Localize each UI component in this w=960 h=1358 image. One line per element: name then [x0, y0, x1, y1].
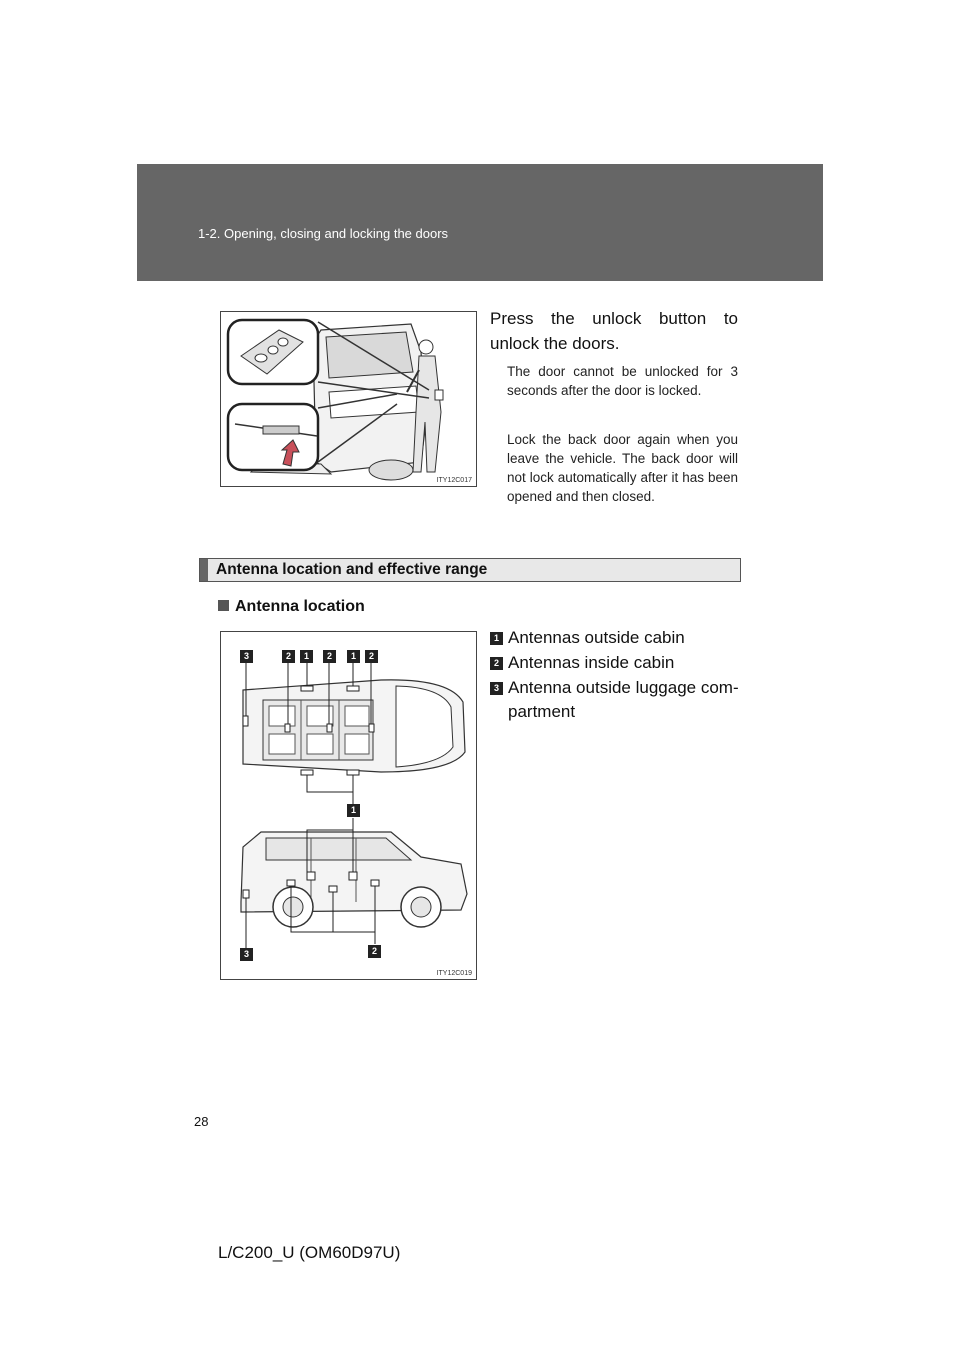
legend-badge-2: 2: [490, 657, 503, 670]
legend-badge-1: 1: [490, 632, 503, 645]
callout-3-top: 3: [240, 650, 253, 663]
figure-code: ITY12C019: [436, 970, 472, 977]
callout-2-top-c: 2: [365, 650, 378, 663]
callout-1-top-a: 1: [300, 650, 313, 663]
callout-2-top-b: 2: [323, 650, 336, 663]
subheading: Antenna location and effective range: [216, 561, 488, 578]
subsubheading-text: Antenna location: [235, 598, 365, 615]
header-band: [137, 164, 823, 281]
figure-unlock-back-door: [220, 311, 477, 487]
subheading-bar: [200, 559, 208, 581]
page-number: 28: [194, 1114, 209, 1129]
note-unlock-delay: The door cannot be unlocked for 3 seconds after the door is locked.: [507, 364, 738, 398]
back-door-illustration: [221, 312, 476, 486]
figure-code: ITY12C017: [436, 477, 472, 484]
legend-text-3-line1: Antenna outside luggage com-: [508, 678, 739, 697]
legend-text-2: Antennas inside cabin: [508, 653, 675, 672]
callout-3-bottom: 3: [240, 948, 253, 961]
instruction-text: Press the unlock button to unlock the doors.: [490, 309, 738, 353]
subheading-box: [199, 558, 741, 582]
square-bullet-icon: [218, 600, 229, 611]
figure-antenna-location: [220, 631, 477, 980]
footer-code: L/C200_U (OM60D97U): [218, 1243, 401, 1262]
legend-text-3: [508, 676, 739, 724]
legend-text-1: Antennas outside cabin: [508, 628, 685, 647]
subsubheading: [218, 598, 365, 616]
callout-1-top-b: 1: [347, 650, 360, 663]
section-title: 1-2. Opening, closing and locking the doors: [198, 226, 449, 241]
legend-badge-3: 3: [490, 682, 503, 695]
note-back-door-lock: Lock the back door again when you leave the vehicle. The back door will not lock automatically after it has been opened and then closed.: [507, 432, 738, 504]
callout-2-bottom: 2: [368, 945, 381, 958]
callout-2-top-a: 2: [282, 650, 295, 663]
callout-1-mid: 1: [347, 804, 360, 817]
legend-text-3-line2: partment: [508, 702, 576, 721]
